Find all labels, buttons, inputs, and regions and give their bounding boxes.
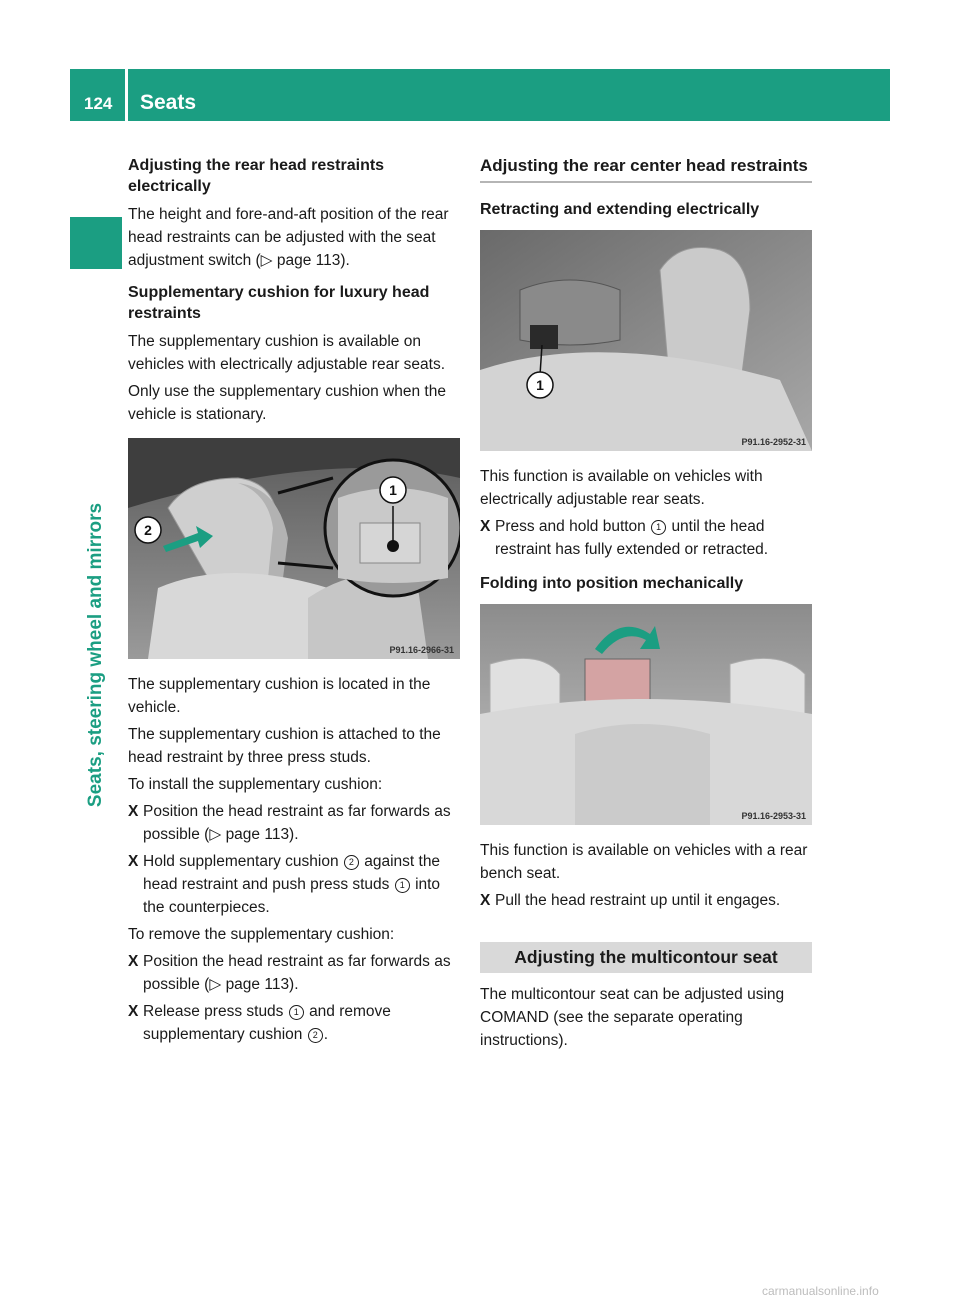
figure-center-restraint xyxy=(480,230,812,451)
right-column xyxy=(480,155,812,1056)
paragraph-function-2: This function is available on vehicles with a rear bench seat. xyxy=(480,842,808,882)
callout-1-symbol: 1 xyxy=(395,878,410,893)
paragraph-rear: The height and fore-and-aft position of the rear head restraints can be adjusted with the seat adjustment switch (▷ page 113). xyxy=(128,206,449,269)
paragraph-function-1: This function is available on vehicles with electrically adjustable rear seats. xyxy=(480,468,763,508)
heading-supplementary-cushion: Supplementary cushion for luxury head restraints xyxy=(128,284,430,322)
bullet-mark: X xyxy=(128,853,139,870)
paragraph-supp-2: Only use the supplementary cushion when the vehicle is stationary. xyxy=(128,383,446,423)
callout-2-symbol: 2 xyxy=(344,855,359,870)
install-step-2: X Hold supplementary cushion 2 against the head restraint and push press studs 1 into the counterpieces. xyxy=(128,850,460,919)
bullet-mark: X xyxy=(128,953,139,970)
press-step: X Press and hold button 1 until the head restraint has fully extended or retracted. xyxy=(480,515,812,561)
seat-illustration-3 xyxy=(480,604,812,825)
heading-rear-center: Adjusting the rear center head restraints xyxy=(480,156,808,175)
heading-retracting: Retracting and extending electrically xyxy=(480,201,760,218)
figure-code-2: P91.16-2952-31 xyxy=(741,437,806,447)
bullet-mark: X xyxy=(480,518,491,535)
page-number: 124 xyxy=(84,94,113,113)
figure-code-3: P91.16-2953-31 xyxy=(741,811,806,821)
chapter-label: Seats, steering wheel and mirrors xyxy=(85,502,106,808)
heading-rule xyxy=(480,155,812,183)
paragraph-remove-intro: To remove the supplementary cushion: xyxy=(128,926,395,943)
remove-step-1: X Position the head restraint as far forwards as possible (▷ page 113). xyxy=(128,950,460,996)
figure-callout-2: 2 xyxy=(144,522,152,538)
figure-supplementary-cushion xyxy=(128,438,460,659)
figure-code-1: P91.16-2966-31 xyxy=(389,645,454,655)
heading-multicontour: Adjusting the multicontour seat xyxy=(480,942,812,973)
figure-callout-1: 1 xyxy=(536,377,544,393)
callout-1-symbol: 1 xyxy=(289,1005,304,1020)
bullet-mark: X xyxy=(128,1003,139,1020)
paragraph-supp-1: The supplementary cushion is available on vehicles with electrically adjustable rear seats. xyxy=(128,333,446,373)
install-step-1: X Position the head restraint as far forwards as possible (▷ page 113). xyxy=(128,800,460,846)
paragraph-location-2: The supplementary cushion is attached to the head restraint by three press studs. xyxy=(128,726,441,766)
bullet-mark: X xyxy=(480,892,491,909)
paragraph-multicontour: The multicontour seat can be adjusted using COMAND (see the separate operating instructions). xyxy=(480,986,785,1049)
seat-illustration-2 xyxy=(480,230,812,451)
remove-step-2: X Release press studs 1 and remove supplementary cushion 2 . xyxy=(128,1000,460,1046)
figure-callout-1: 1 xyxy=(389,482,397,498)
heading-rear-head-restraints: Adjusting the rear head restraints electrically xyxy=(128,157,385,195)
section-title: Seats xyxy=(140,91,197,114)
paragraph-install-intro: To install the supplementary cushion: xyxy=(128,776,383,793)
bullet-mark: X xyxy=(128,803,139,820)
heading-folding: Folding into position mechanically xyxy=(480,575,744,592)
header-divider xyxy=(125,69,128,121)
figure-folding xyxy=(480,604,812,825)
callout-2-symbol: 2 xyxy=(308,1028,323,1043)
pull-step: X Pull the head restraint up until it engages. xyxy=(480,889,812,912)
paragraph-location-1: The supplementary cushion is located in the vehicle. xyxy=(128,676,431,716)
footer-url: carmanualsonline.info xyxy=(762,1284,879,1298)
chapter-tab xyxy=(70,217,122,269)
seat-illustration-1 xyxy=(128,438,460,659)
callout-1-symbol: 1 xyxy=(651,520,666,535)
left-column xyxy=(128,155,460,1050)
